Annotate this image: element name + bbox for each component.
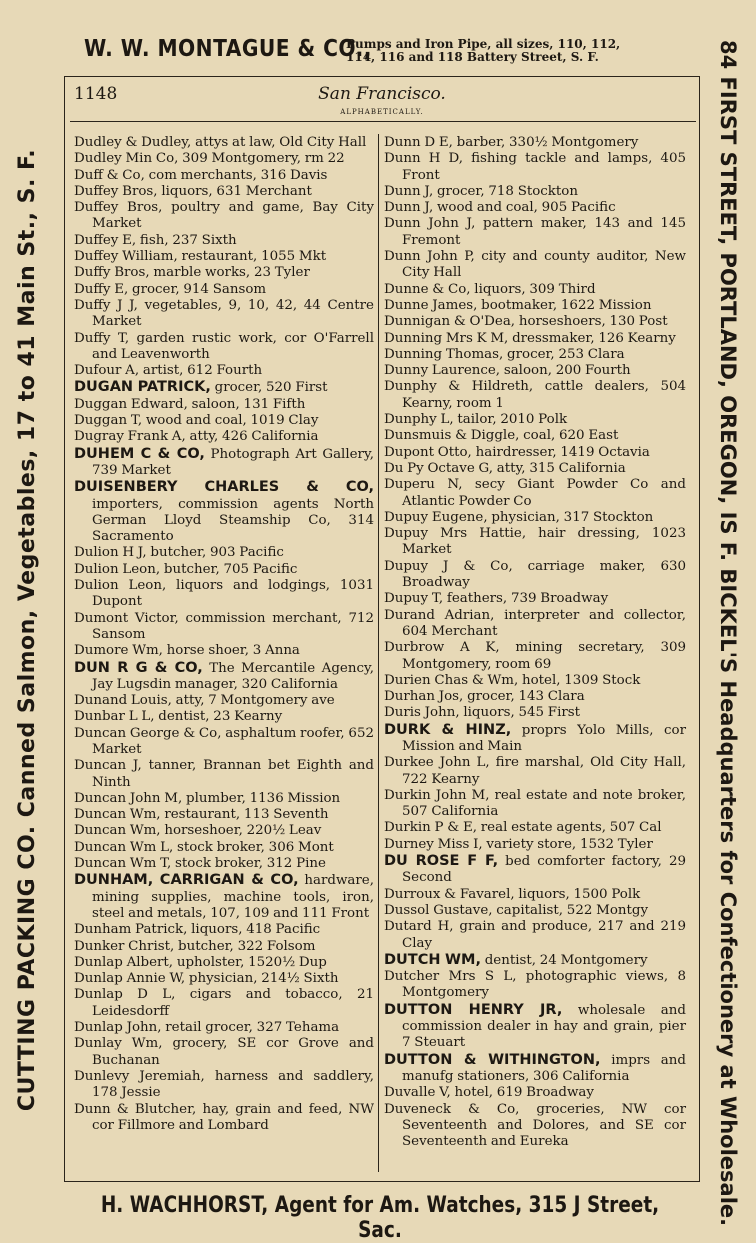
entry-details: saloon, 200 Fourth <box>500 363 631 379</box>
entry-name: Duggan T, <box>74 413 143 429</box>
entry-details: pattern maker, 143 and 145 Fremont <box>402 216 686 248</box>
column-divider <box>378 134 379 1172</box>
directory-entry <box>384 722 686 756</box>
header-rule <box>70 121 696 122</box>
entry-name: Dunand Louis, <box>74 693 172 709</box>
left-column <box>74 135 374 1134</box>
entry-name: Dudley Min Co, <box>74 151 179 167</box>
directory-entry <box>74 249 374 265</box>
directory-entry <box>384 952 686 969</box>
page-header <box>74 84 690 120</box>
entry-name: Duffey Bros, <box>74 200 163 216</box>
entry-name: Durand Adrian, <box>384 607 495 623</box>
entry-name: Duncan George & Co, <box>74 725 222 741</box>
directory-entry <box>384 903 686 919</box>
entry-details: bed comforter factory, 29 Second <box>402 854 686 886</box>
entry-details: butcher, 705 Pacific <box>160 561 298 577</box>
entry-name: Durney Miss I, <box>384 836 483 852</box>
entry-details: feathers, 739 Broadway <box>443 591 609 607</box>
entry-name: Durkin P & E, <box>384 820 478 836</box>
directory-entry <box>74 840 374 856</box>
entry-name: Durhan Jos, <box>384 689 464 705</box>
entry-details: liquors, 1500 Polk <box>514 886 641 902</box>
entry-name: Dunne James, <box>384 297 478 313</box>
directory-entry <box>384 249 686 282</box>
entry-details: atty, 426 California <box>185 429 319 445</box>
directory-entry <box>384 379 686 412</box>
entry-details: hardware, mining supplies, machine tools, iron, steel and metals, 107, 109 and 111 Front <box>92 873 374 921</box>
entry-details: stock broker, 306 Mont <box>173 839 334 855</box>
entry-name: Dunham Patrick, <box>74 922 188 938</box>
entry-name: Duffy J J, <box>74 297 138 313</box>
directory-entry <box>74 955 374 971</box>
directory-entry <box>74 363 374 379</box>
entry-details: grocer, 718 Stockton <box>433 183 578 199</box>
entry-details: artist, 612 Fourth <box>139 363 263 379</box>
entry-name: Durroux & Favarel, <box>384 886 515 902</box>
directory-entry <box>384 428 686 444</box>
directory-entry <box>74 791 374 807</box>
entry-name: Dunker Christ, <box>74 938 175 954</box>
entry-details: plumber, 1136 Mission <box>182 790 341 806</box>
entry-name: DUTCH WM, <box>384 951 481 968</box>
directory-entry <box>74 1020 374 1036</box>
directory-entry <box>74 429 374 445</box>
entry-name: Duncan J, <box>74 758 142 774</box>
directory-entry <box>74 184 374 200</box>
entry-name: Duffey E, <box>74 232 137 248</box>
directory-entry <box>74 987 374 1020</box>
entry-details: tanner, Brannan bet Eighth and Ninth <box>92 758 375 790</box>
entry-name: Duveneck & Co, <box>384 1101 520 1117</box>
entry-details: grocer, 914 Sansom <box>128 281 267 297</box>
entry-details: cigars and tobacco, 21 Leidesdorff <box>92 987 374 1019</box>
entry-details: imprs and manufg stationers, 306 California <box>402 1052 686 1084</box>
entry-details: groceries, NW cor Seventeenth and Dolores, and SE cor Seventeenth and Eureka <box>402 1101 686 1150</box>
entry-name: Dunnigan & O'Dea, <box>384 314 516 330</box>
directory-entry <box>74 545 374 561</box>
directory-entry <box>74 643 374 659</box>
directory-entry <box>384 347 686 363</box>
entry-name: Dugray Frank A, <box>74 429 186 445</box>
entry-details: hair dressing, 1023 Market <box>402 526 686 558</box>
entry-details: saloon, 131 Fifth <box>187 396 306 412</box>
directory-entry <box>74 726 374 759</box>
directory-entry <box>384 705 686 721</box>
entry-name: Dunn J, <box>384 183 434 199</box>
entry-details: liquors, 309 Third <box>470 281 596 297</box>
entry-details: hotel, 619 Broadway <box>450 1085 594 1101</box>
entry-details: grocery, SE cor Grove and Buchanan <box>92 1036 374 1068</box>
entry-details: liquors, 418 Pacific <box>187 922 321 938</box>
entry-name: Dutard H, <box>384 919 454 935</box>
directory-entry <box>384 461 686 477</box>
entry-name: Duffey Bros, <box>74 183 158 199</box>
entry-details: wood and coal, 905 Pacific <box>433 200 616 216</box>
entry-details: coal, 620 East <box>519 428 619 444</box>
entry-name: Dunlevy Jeremiah, <box>74 1068 205 1084</box>
entry-name: Dulion H J, <box>74 545 147 561</box>
entry-name: Dupuy Mrs Hattie, <box>384 526 527 542</box>
entry-details: butcher, 903 Pacific <box>146 545 284 561</box>
directory-entry <box>384 216 686 249</box>
entry-name: Dupuy Eugene, <box>384 509 488 525</box>
entry-details: physician, 214½ Sixth <box>185 971 339 987</box>
entry-details: retail grocer, 327 Tehama <box>161 1020 340 1036</box>
entry-details: 309 Montgomery, rm 22 <box>178 151 345 167</box>
entry-name: Dulion Leon, <box>74 578 167 594</box>
entry-name: DURK & HINZ, <box>384 721 512 738</box>
top-ad-company: W. W. MONTAGUE & CO., <box>84 36 372 62</box>
directory-entry <box>384 673 686 689</box>
page-city-title: San Francisco. <box>318 84 446 104</box>
entry-name: Dudley & Dudley, <box>74 135 192 150</box>
entry-name: DU ROSE F F, <box>384 853 499 870</box>
directory-entry <box>384 477 686 510</box>
entry-name: Dunlap Annie W, <box>74 971 186 987</box>
directory-entry <box>74 823 374 839</box>
directory-entry <box>74 135 374 151</box>
directory-entry <box>74 856 374 872</box>
entry-details: city and county auditor, New City Hall <box>402 249 686 281</box>
entry-details: proprs Yolo Mills, cor Mission and Main <box>402 722 687 754</box>
entry-details: capitalist, 522 Montgy <box>492 902 649 918</box>
directory-entry <box>74 922 374 938</box>
entry-details: liquors and lodgings, 1031 Dupont <box>92 578 374 610</box>
entry-name: DUNHAM, CARRIGAN & CO, <box>74 872 299 889</box>
top-ad-line-1: Pumps and Iron Pipe, all sizes, 110, 112, <box>346 37 621 51</box>
entry-name: Dunlap John, <box>74 1020 162 1036</box>
entry-name: Dunny Laurence, <box>384 363 501 379</box>
entry-details: secy Giant Powder Co and Atlantic Powder Co <box>402 477 686 509</box>
entry-name: Dussol Gustave, <box>384 902 493 918</box>
directory-entry <box>384 919 686 952</box>
directory-entry <box>384 1052 686 1086</box>
entry-name: Dumont Victor, <box>74 610 179 626</box>
entry-details: carriage maker, 630 Broadway <box>402 558 686 591</box>
directory-entry <box>74 298 374 331</box>
entry-details: real estate agents, 507 Cal <box>477 820 662 836</box>
entry-details: horse shoer, 3 Anna <box>162 643 300 659</box>
entry-name: Duperu N, <box>384 477 463 493</box>
entry-details: hay, grain and feed, NW cor Fillmore and Lombard <box>92 1101 374 1133</box>
entry-name: Dunn J, <box>384 200 434 216</box>
entry-name: Duncan Wm, <box>74 823 161 839</box>
entry-details: asphaltum roofer, 652 Market <box>92 725 374 757</box>
entry-name: Duncan Wm T, <box>74 856 172 872</box>
directory-entry <box>384 559 686 592</box>
directory-entry <box>74 331 374 364</box>
directory-entry <box>74 265 374 281</box>
directory-entry <box>384 1002 686 1052</box>
entry-details: fire marshal, Old City Hall, 722 Kearny <box>402 755 686 787</box>
directory-entry <box>384 1102 686 1151</box>
entry-details: tailor, 2010 Polk <box>453 412 568 428</box>
entry-details: The Mercantile Agency, Jay Lugsdin manager, 320 California <box>92 660 374 692</box>
entry-name: Duffy T, <box>74 330 130 346</box>
directory-entry <box>384 1085 686 1101</box>
entry-details: grocer, 143 Clara <box>463 689 585 705</box>
directory-entry <box>384 591 686 607</box>
entry-name: Durbrow A K, <box>384 640 500 656</box>
directory-entry <box>74 971 374 987</box>
entry-name: Dunphy L, <box>384 412 454 428</box>
entry-details: physician, 317 Stockton <box>487 509 654 525</box>
directory-entry <box>384 200 686 216</box>
left-margin-advertisement: CUTTING PACKING CO. Canned Salmon, Vegetables, 17 to 41 Main St., S. F. <box>15 148 40 1112</box>
directory-entry <box>74 168 374 184</box>
directory-entry <box>384 969 686 1002</box>
entry-name: Duncan John M, <box>74 790 183 806</box>
right-margin-advertisement: 84 FIRST STREET, PORTLAND, OREGON, IS F. BICKEL'S Headquarters for Confectionery at Wholesale. <box>716 40 740 1227</box>
entry-name: Duncan Wm, <box>74 807 161 823</box>
directory-entry <box>384 608 686 641</box>
entry-details: commission merchant, 712 Sansom <box>92 610 375 642</box>
entry-name: Dunn H D, <box>384 151 463 167</box>
entry-details: Photograph Art Gallery, 739 Market <box>92 446 374 478</box>
entry-details: butcher, 322 Folsom <box>174 938 316 954</box>
entry-name: Dumore Wm, <box>74 643 163 659</box>
entry-details: mining secretary, 309 Montgomery, room 69 <box>402 640 686 672</box>
directory-entry <box>74 807 374 823</box>
directory-entry <box>384 184 686 200</box>
entry-details: fish, 237 Sixth <box>136 232 237 248</box>
entry-name: DUTTON & WITHINGTON, <box>384 1051 601 1068</box>
entry-name: Dunne & Co, <box>384 281 471 297</box>
entry-name: Durkin John M, <box>384 787 490 803</box>
entry-details: dentist, 23 Kearny <box>154 709 283 725</box>
entry-name: Dunning Thomas, <box>384 346 504 362</box>
entry-details: grocer, 253 Clara <box>503 346 625 362</box>
directory-entry <box>74 1102 374 1135</box>
directory-entry <box>384 298 686 314</box>
entry-name: Dunn D E, <box>384 135 453 150</box>
directory-entry <box>74 151 374 167</box>
entry-name: DUN R G & CO, <box>74 659 203 676</box>
entry-name: DUHEM C & CO, <box>74 445 205 462</box>
entry-name: Dunlap Albert, <box>74 954 174 970</box>
entry-name: Dulion Leon, <box>74 561 161 577</box>
entry-name: Duffy E, <box>74 281 129 297</box>
entry-details: com merchants, 316 Davis <box>144 167 328 183</box>
entry-name: Dunsmuis & Diggle, <box>384 428 520 444</box>
entry-details: garden rustic work, cor O'Farrell and Leavenworth <box>92 330 374 362</box>
directory-entry <box>384 412 686 428</box>
directory-entry <box>74 200 374 233</box>
entry-name: Dunn & Blutcher, <box>74 1101 197 1117</box>
entry-details: dressmaker, 126 Kearny <box>508 330 676 346</box>
entry-details: harness and saddlery, 178 Jessie <box>92 1068 374 1101</box>
entry-name: Duggan Edward, <box>74 396 188 412</box>
entry-details: barber, 330½ Montgomery <box>452 135 639 150</box>
entry-details: atty, 7 Montgomery ave <box>171 693 335 709</box>
entry-name: Du Py Octave G, <box>384 460 494 476</box>
entry-name: DUISENBERY CHARLES & CO, <box>74 479 374 496</box>
entry-details: grocer, 520 First <box>210 380 328 396</box>
directory-entry <box>384 640 686 673</box>
directory-entry <box>74 1069 374 1102</box>
directory-entry <box>384 314 686 330</box>
top-advertisement <box>40 34 720 68</box>
entry-name: DUTTON HENRY JR, <box>384 1001 563 1018</box>
top-ad-line-2: 114, 116 and 118 Battery Street, S. F. <box>346 50 599 64</box>
entry-name: Dunn John P, <box>384 249 475 265</box>
entry-details: horseshoers, 130 Post <box>515 314 668 330</box>
entry-name: Duffey William, <box>74 249 178 265</box>
entry-details: horseshoer, 220½ Leav <box>160 823 322 839</box>
directory-entry <box>384 526 686 559</box>
entry-details: hairdresser, 1419 Octavia <box>471 444 650 460</box>
directory-entry <box>384 445 686 461</box>
entry-name: Dunphy & Hildreth, <box>384 379 534 395</box>
entry-details: liquors, 545 First <box>459 705 581 721</box>
entry-details: wholesale and commission dealer in hay and grain, pier 7 Steuart <box>402 1002 686 1051</box>
entry-details: restaurant, 1055 Mkt <box>177 249 327 265</box>
entry-details: upholster, 1520½ Dup <box>173 954 327 970</box>
directory-entry <box>384 135 686 151</box>
directory-entry <box>74 939 374 955</box>
entry-name: Duvalle V, <box>384 1085 451 1101</box>
entry-details: real estate and note broker, 507 California <box>402 787 686 820</box>
entry-details: bootmaker, 1622 Mission <box>477 297 652 313</box>
entry-details: photographic views, 8 Montgomery <box>402 969 686 1001</box>
entry-details: liquors, 631 Merchant <box>157 183 312 199</box>
entry-details: grain and produce, 217 and 219 Clay <box>402 919 687 951</box>
entry-name: Dutcher Mrs S L, <box>384 969 517 985</box>
directory-entry <box>74 562 374 578</box>
entry-details: cattle dealers, 504 Kearny, room 1 <box>402 379 686 411</box>
directory-entry <box>384 853 686 887</box>
directory-entry <box>74 872 374 922</box>
directory-entry <box>384 837 686 853</box>
entry-details: hotel, 1309 Stock <box>518 672 641 688</box>
directory-entry <box>384 820 686 836</box>
entry-name: Dupont Otto, <box>384 444 472 460</box>
directory-entry <box>74 479 374 545</box>
directory-entry <box>74 282 374 298</box>
entry-name: Dunn John J, <box>384 216 476 232</box>
entry-name: Dupuy T, <box>384 591 444 607</box>
entry-name: Duris John, <box>384 705 460 721</box>
directory-entry <box>384 510 686 526</box>
directory-entry <box>74 397 374 413</box>
entry-details: wood and coal, 1019 Clay <box>142 413 319 429</box>
page-subtitle: ALPHABETICALLY. <box>340 108 424 116</box>
directory-entry <box>384 755 686 788</box>
directory-entry <box>74 233 374 249</box>
entry-details: importers, commission agents North German Lloyd Steamship Co, 314 Sacramento <box>92 496 374 545</box>
entry-name: Durkee John L, <box>384 755 490 771</box>
directory-entry <box>384 331 686 347</box>
entry-details: vegetables, 9, 10, 42, 44 Centre Market <box>92 297 374 330</box>
entry-name: Dupuy J & Co, <box>384 558 513 574</box>
entry-details: stock broker, 312 Pine <box>171 856 326 872</box>
directory-entry <box>74 693 374 709</box>
entry-details: interpreter and collector, 604 Merchant <box>402 607 686 639</box>
entry-name: Dunbar L L, <box>74 709 155 725</box>
entry-details: marble works, 23 Tyler <box>149 265 310 281</box>
entry-details: attys at law, Old City Hall <box>191 135 367 150</box>
directory-entry <box>384 363 686 379</box>
entry-details: fishing tackle and lamps, 405 Front <box>402 151 686 183</box>
entry-details: restaurant, 113 Seventh <box>160 807 329 823</box>
entry-name: Dunning Mrs K M, <box>384 330 509 346</box>
directory-entry <box>384 788 686 821</box>
entry-details: poultry and game, Bay City Market <box>92 200 374 232</box>
entry-details: dentist, 24 Montgomery <box>480 952 648 968</box>
entry-name: Duff & Co, <box>74 167 145 183</box>
right-column <box>384 135 686 1150</box>
top-ad-description <box>346 38 706 64</box>
directory-entry <box>74 379 374 396</box>
directory-entry <box>74 446 374 480</box>
directory-entry <box>384 151 686 184</box>
entry-name: Dufour A, <box>74 363 140 379</box>
page-number: 1148 <box>74 84 118 104</box>
entry-details: variety store, 1532 Tyler <box>482 836 653 852</box>
directory-entry <box>384 689 686 705</box>
directory-entry <box>74 660 374 694</box>
bottom-advertisement: H. WACHHORST, Agent for Am. Watches, 315 J Street, Sac. <box>100 1193 660 1243</box>
entry-details: atty, 315 California <box>493 460 626 476</box>
entry-name: Dunlay Wm, <box>74 1036 163 1052</box>
entry-name: Duffy Bros, <box>74 265 150 281</box>
directory-entry <box>74 413 374 429</box>
directory-entry <box>74 1036 374 1069</box>
entry-name: Durien Chas & Wm, <box>384 672 519 688</box>
entry-name: Dunlap D L, <box>74 987 176 1003</box>
directory-entry <box>384 887 686 903</box>
entry-name: DUGAN PATRICK, <box>74 379 211 396</box>
directory-entry <box>74 709 374 725</box>
directory-entry <box>384 282 686 298</box>
directory-entry <box>74 611 374 644</box>
directory-entry <box>74 758 374 791</box>
entry-name: Duncan Wm L, <box>74 839 174 855</box>
directory-entry <box>74 578 374 611</box>
